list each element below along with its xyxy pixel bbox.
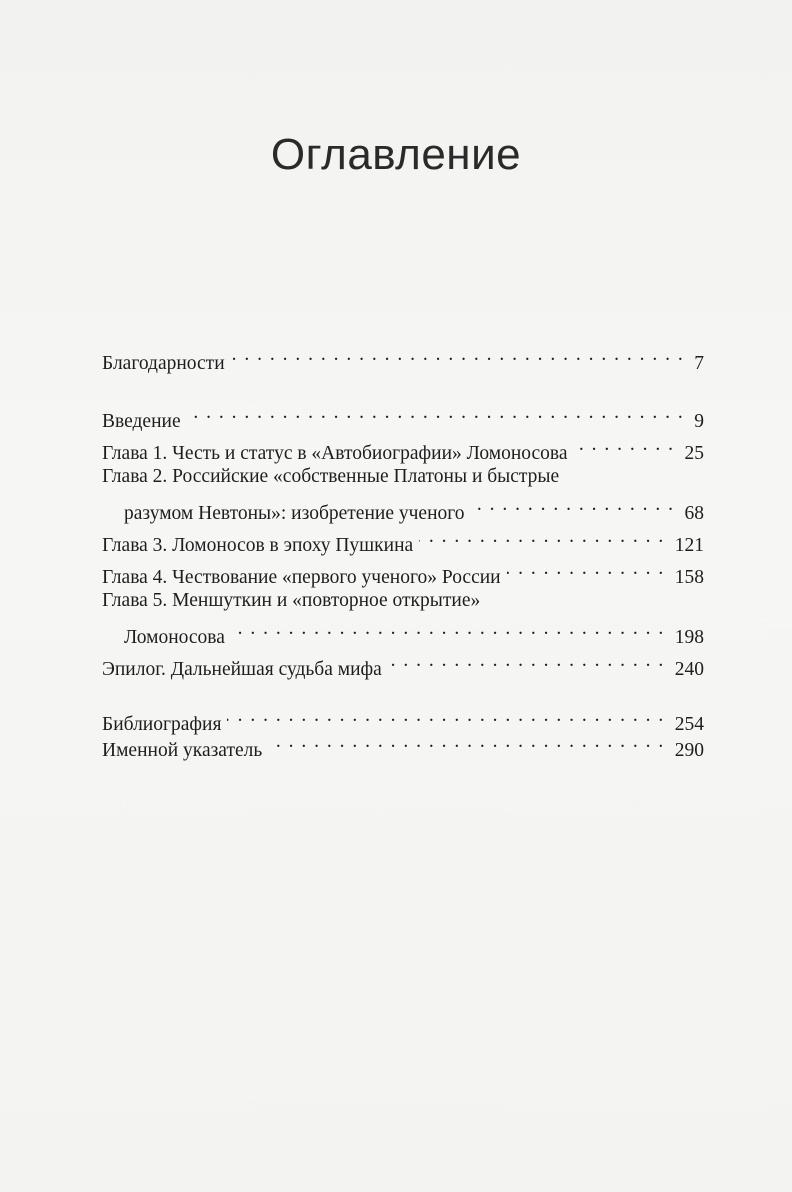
toc-entry-title: Благодарности bbox=[102, 353, 225, 374]
dot-leader bbox=[231, 615, 665, 643]
toc-page-number: 7 bbox=[694, 353, 704, 374]
toc-entry-title: Введение bbox=[102, 411, 181, 432]
toc-entry-bibliography bbox=[102, 702, 704, 735]
toc-page-number: 290 bbox=[674, 740, 704, 761]
page-title: Оглавление bbox=[270, 130, 522, 179]
toc-entry-title: Глава 3. Ломоносов в эпоху Пушкина bbox=[102, 535, 414, 556]
toc-entry-chapter-3 bbox=[102, 523, 704, 556]
toc-entry-title: Глава 2. Российские «собственные Платоны и быстрые bbox=[102, 466, 560, 487]
toc-page-number: 240 bbox=[674, 659, 704, 680]
toc-page-number: 198 bbox=[674, 627, 704, 648]
dot-leader bbox=[187, 399, 685, 427]
toc-entry-title: Глава 5. Меншуткин и «повторное открытие» bbox=[102, 590, 481, 611]
dot-leader bbox=[388, 647, 665, 675]
toc-entry-chapter-5 bbox=[102, 587, 704, 648]
toc-entry-name-index bbox=[102, 728, 704, 761]
toc-entry-introduction bbox=[102, 399, 704, 432]
toc-entry-chapter-4 bbox=[102, 555, 704, 588]
toc-page-number: 121 bbox=[674, 535, 704, 556]
toc-page-number: 25 bbox=[684, 443, 704, 464]
toc-entry-chapter-2 bbox=[102, 463, 704, 524]
toc-entry-title-continued: Ломоносова bbox=[124, 627, 225, 648]
toc-entry-chapter-1 bbox=[102, 431, 704, 464]
toc-entry-title: Глава 4. Чествование «первого ученого» России bbox=[102, 567, 501, 588]
dot-leader bbox=[227, 702, 664, 730]
dot-leader bbox=[268, 728, 665, 756]
toc-entry-title: Эпилог. Дальнейшая судьба мифа bbox=[102, 659, 382, 680]
toc-entry-epilogue bbox=[102, 647, 704, 680]
toc-entry-title: Именной указатель bbox=[102, 740, 263, 761]
toc-page-number: 68 bbox=[684, 503, 704, 524]
dot-leader bbox=[574, 431, 675, 459]
toc-entry-title-continued: разумом Невтоны»: изобретение ученого bbox=[124, 503, 465, 524]
dot-leader bbox=[419, 523, 665, 551]
dot-leader bbox=[507, 555, 665, 583]
dot-leader bbox=[231, 341, 685, 369]
toc-page-number: 158 bbox=[674, 567, 704, 588]
toc-page-number: 254 bbox=[674, 714, 704, 735]
toc-entry-title: Библиография bbox=[102, 714, 222, 735]
toc-page-number: 9 bbox=[694, 411, 704, 432]
dot-leader bbox=[471, 491, 675, 519]
toc-entry-acknowledgements bbox=[102, 341, 704, 374]
toc-entry-title: Глава 1. Честь и статус в «Автобиографии» Ломоносова bbox=[102, 443, 568, 464]
